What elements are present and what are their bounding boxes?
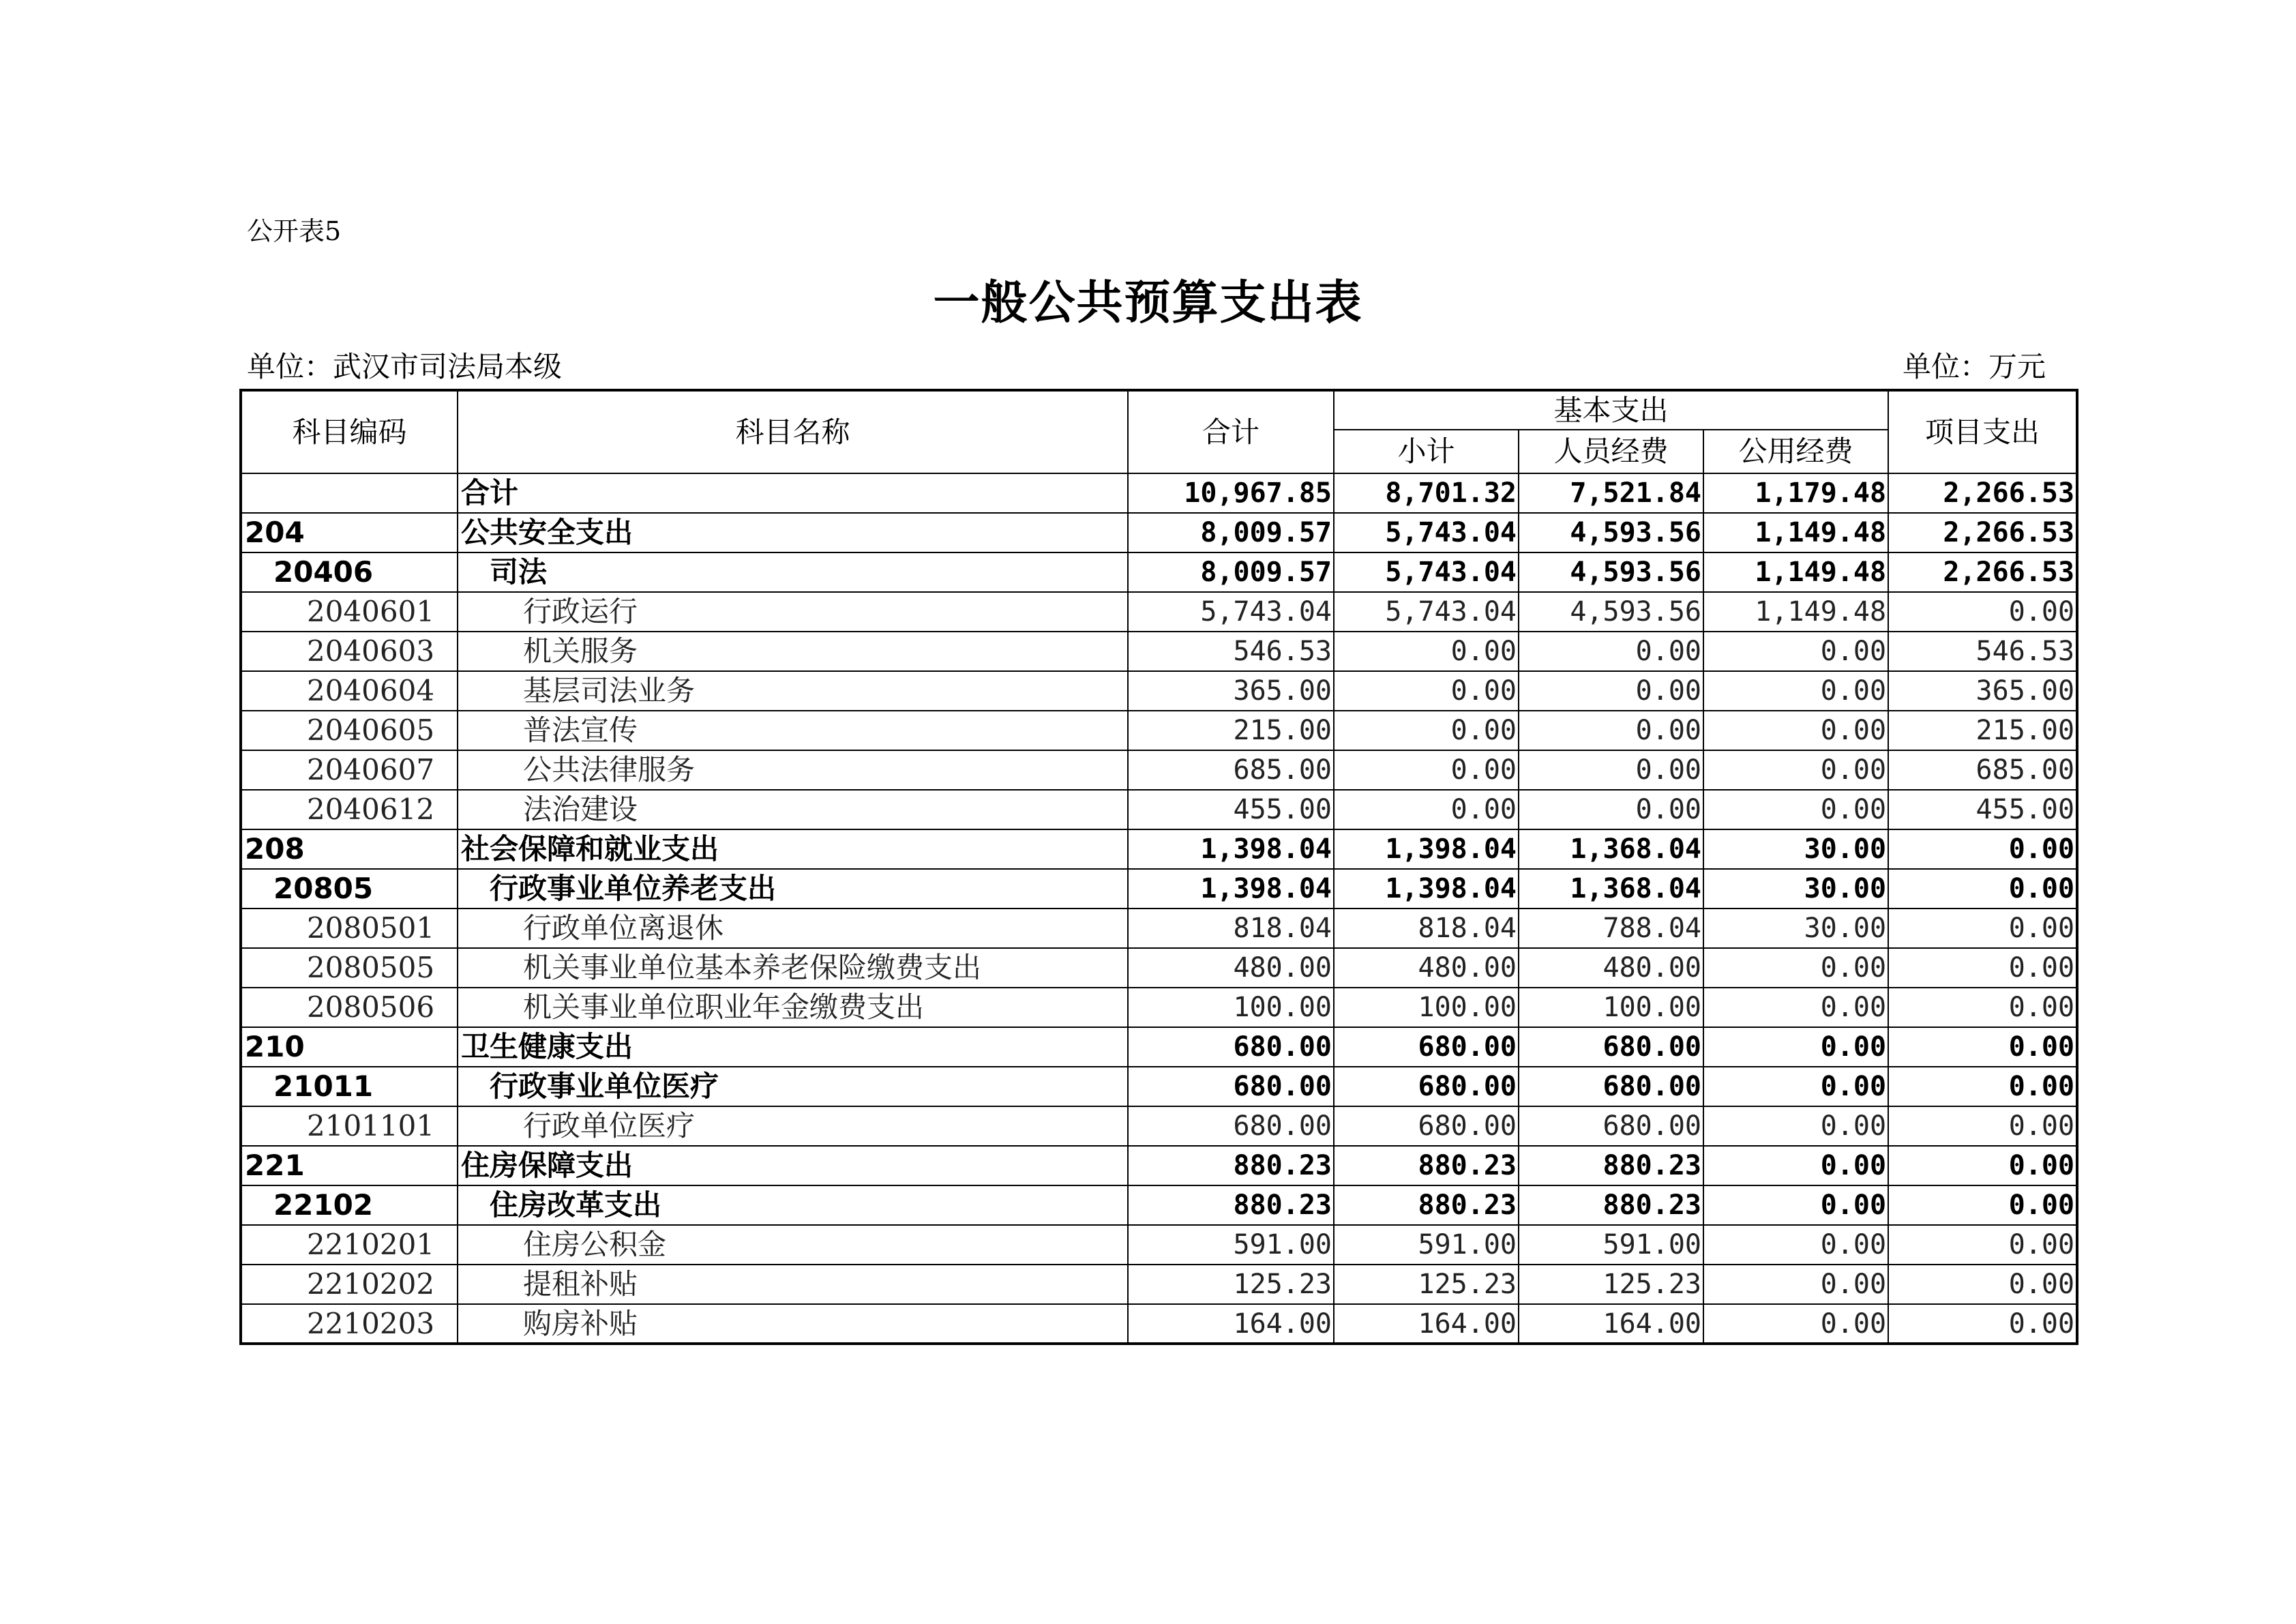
cell-subtotal: 5,743.04	[1334, 513, 1519, 552]
cell-code: 2101101	[241, 1106, 458, 1146]
cell-subtotal: 8,701.32	[1334, 473, 1519, 513]
header-name: 科目名称	[458, 390, 1128, 473]
cell-project: 0.00	[1888, 869, 2077, 909]
cell-name: 住房保障支出	[458, 1146, 1128, 1185]
cell-subtotal: 5,743.04	[1334, 552, 1519, 592]
cell-project: 0.00	[1888, 592, 2077, 632]
cell-project: 455.00	[1888, 790, 2077, 829]
table-row	[241, 711, 2077, 750]
cell-subtotal: 1,398.04	[1334, 869, 1519, 909]
cell-subtotal: 680.00	[1334, 1027, 1519, 1067]
cell-total: 215.00	[1128, 711, 1334, 750]
cell-public: 0.00	[1703, 1027, 1888, 1067]
cell-name: 司法	[458, 552, 1128, 592]
cell-public: 0.00	[1703, 671, 1888, 711]
cell-personnel: 0.00	[1519, 671, 1703, 711]
cell-project: 2,266.53	[1888, 473, 2077, 513]
cell-public: 0.00	[1703, 988, 1888, 1027]
cell-code: 221	[241, 1146, 458, 1185]
cell-project: 0.00	[1888, 1225, 2077, 1265]
cell-code: 2040601	[241, 592, 458, 632]
cell-personnel: 0.00	[1519, 711, 1703, 750]
header-basic: 基本支出	[1334, 390, 1888, 430]
table-row	[241, 988, 2077, 1027]
cell-total: 1,398.04	[1128, 869, 1334, 909]
cell-name: 社会保障和就业支出	[458, 829, 1128, 869]
cell-personnel: 680.00	[1519, 1106, 1703, 1146]
cell-total: 8,009.57	[1128, 552, 1334, 592]
cell-public: 1,179.48	[1703, 473, 1888, 513]
cell-personnel: 680.00	[1519, 1067, 1703, 1106]
cell-total: 100.00	[1128, 988, 1334, 1027]
cell-personnel: 788.04	[1519, 909, 1703, 948]
cell-subtotal: 818.04	[1334, 909, 1519, 948]
cell-name: 行政单位医疗	[458, 1106, 1128, 1146]
cell-total: 880.23	[1128, 1185, 1334, 1225]
cell-total: 10,967.85	[1128, 473, 1334, 513]
cell-personnel: 125.23	[1519, 1265, 1703, 1304]
cell-personnel: 480.00	[1519, 948, 1703, 988]
cell-project: 0.00	[1888, 988, 2077, 1027]
cell-code: 2080501	[241, 909, 458, 948]
cell-public: 0.00	[1703, 948, 1888, 988]
cell-name: 基层司法业务	[458, 671, 1128, 711]
cell-project: 2,266.53	[1888, 513, 2077, 552]
cell-personnel: 880.23	[1519, 1185, 1703, 1225]
cell-subtotal: 591.00	[1334, 1225, 1519, 1265]
table-row	[241, 671, 2077, 711]
cell-total: 164.00	[1128, 1304, 1334, 1344]
cell-total: 365.00	[1128, 671, 1334, 711]
cell-code: 2210202	[241, 1265, 458, 1304]
cell-public: 1,149.48	[1703, 552, 1888, 592]
table-row	[241, 1225, 2077, 1265]
cell-public: 0.00	[1703, 790, 1888, 829]
cell-public: 0.00	[1703, 1304, 1888, 1344]
cell-code: 20406	[241, 552, 458, 592]
cell-public: 0.00	[1703, 632, 1888, 671]
cell-total: 1,398.04	[1128, 829, 1334, 869]
cell-total: 680.00	[1128, 1067, 1334, 1106]
cell-project: 0.00	[1888, 1067, 2077, 1106]
cell-personnel: 0.00	[1519, 632, 1703, 671]
cell-code: 2210201	[241, 1225, 458, 1265]
cell-code: 22102	[241, 1185, 458, 1225]
cell-project: 0.00	[1888, 948, 2077, 988]
cell-personnel: 591.00	[1519, 1225, 1703, 1265]
cell-subtotal: 680.00	[1334, 1067, 1519, 1106]
cell-personnel: 164.00	[1519, 1304, 1703, 1344]
cell-subtotal: 880.23	[1334, 1146, 1519, 1185]
cell-subtotal: 0.00	[1334, 711, 1519, 750]
table-row	[241, 1146, 2077, 1185]
cell-public: 1,149.48	[1703, 592, 1888, 632]
cell-public: 0.00	[1703, 1185, 1888, 1225]
cell-subtotal: 1,398.04	[1334, 829, 1519, 869]
cell-total: 125.23	[1128, 1265, 1334, 1304]
cell-name: 购房补贴	[458, 1304, 1128, 1344]
cell-code: 204	[241, 513, 458, 552]
cell-name: 卫生健康支出	[458, 1027, 1128, 1067]
unit-currency: 单位：万元	[1902, 350, 2046, 383]
cell-project: 215.00	[1888, 711, 2077, 750]
cell-personnel: 880.23	[1519, 1146, 1703, 1185]
header-project: 项目支出	[1888, 390, 2077, 473]
cell-code: 2080505	[241, 948, 458, 988]
cell-public: 30.00	[1703, 869, 1888, 909]
document-title: 一般公共预算支出表	[933, 276, 1363, 330]
cell-total: 5,743.04	[1128, 592, 1334, 632]
cell-name: 法治建设	[458, 790, 1128, 829]
cell-subtotal: 0.00	[1334, 671, 1519, 711]
cell-code: 21011	[241, 1067, 458, 1106]
cell-personnel: 1,368.04	[1519, 829, 1703, 869]
table-row	[241, 592, 2077, 632]
cell-code: 20805	[241, 869, 458, 909]
table-row	[241, 829, 2077, 869]
cell-project: 0.00	[1888, 1106, 2077, 1146]
cell-total: 680.00	[1128, 1106, 1334, 1146]
cell-public: 0.00	[1703, 1265, 1888, 1304]
cell-project: 546.53	[1888, 632, 2077, 671]
cell-name: 住房改革支出	[458, 1185, 1128, 1225]
cell-project: 365.00	[1888, 671, 2077, 711]
cell-personnel: 7,521.84	[1519, 473, 1703, 513]
cell-subtotal: 125.23	[1334, 1265, 1519, 1304]
cell-subtotal: 680.00	[1334, 1106, 1519, 1146]
cell-code: 210	[241, 1027, 458, 1067]
cell-subtotal: 0.00	[1334, 750, 1519, 790]
cell-personnel: 680.00	[1519, 1027, 1703, 1067]
cell-project: 2,266.53	[1888, 552, 2077, 592]
cell-public: 1,149.48	[1703, 513, 1888, 552]
budget-table	[239, 389, 2078, 1345]
cell-personnel: 4,593.56	[1519, 552, 1703, 592]
cell-public: 0.00	[1703, 1146, 1888, 1185]
table-row	[241, 513, 2077, 552]
cell-subtotal: 5,743.04	[1334, 592, 1519, 632]
table-row	[241, 552, 2077, 592]
table-row	[241, 1106, 2077, 1146]
cell-name: 行政事业单位医疗	[458, 1067, 1128, 1106]
cell-total: 818.04	[1128, 909, 1334, 948]
cell-name: 公共安全支出	[458, 513, 1128, 552]
table-row	[241, 948, 2077, 988]
table-row	[241, 1185, 2077, 1225]
header-code: 科目编码	[241, 390, 458, 473]
cell-name: 提租补贴	[458, 1265, 1128, 1304]
cell-project: 0.00	[1888, 1185, 2077, 1225]
unit-organization: 单位：武汉市司法局本级	[247, 350, 563, 383]
cell-project: 0.00	[1888, 909, 2077, 948]
cell-name: 合计	[458, 473, 1128, 513]
header-public: 公用经费	[1703, 430, 1888, 473]
cell-project: 685.00	[1888, 750, 2077, 790]
cell-project: 0.00	[1888, 1304, 2077, 1344]
cell-public: 30.00	[1703, 909, 1888, 948]
cell-code: 2040612	[241, 790, 458, 829]
budget-table-body	[241, 473, 2077, 1344]
cell-project: 0.00	[1888, 1027, 2077, 1067]
table-row	[241, 1265, 2077, 1304]
cell-code: 2040605	[241, 711, 458, 750]
table-row	[241, 750, 2077, 790]
table-row	[241, 869, 2077, 909]
table-row	[241, 909, 2077, 948]
cell-public: 0.00	[1703, 750, 1888, 790]
cell-code: 208	[241, 829, 458, 869]
cell-code: 2210203	[241, 1304, 458, 1344]
cell-project: 0.00	[1888, 829, 2077, 869]
cell-public: 0.00	[1703, 1067, 1888, 1106]
cell-personnel: 0.00	[1519, 750, 1703, 790]
cell-total: 455.00	[1128, 790, 1334, 829]
cell-code: 2040607	[241, 750, 458, 790]
cell-name: 机关服务	[458, 632, 1128, 671]
cell-personnel: 4,593.56	[1519, 592, 1703, 632]
cell-public: 0.00	[1703, 1225, 1888, 1265]
cell-project: 0.00	[1888, 1265, 2077, 1304]
cell-name: 行政运行	[458, 592, 1128, 632]
cell-name: 行政事业单位养老支出	[458, 869, 1128, 909]
cell-total: 680.00	[1128, 1027, 1334, 1067]
cell-personnel: 0.00	[1519, 790, 1703, 829]
table-row	[241, 632, 2077, 671]
cell-code: 2040603	[241, 632, 458, 671]
cell-total: 546.53	[1128, 632, 1334, 671]
header-personnel: 人员经费	[1519, 430, 1703, 473]
cell-public: 0.00	[1703, 1106, 1888, 1146]
table-row	[241, 1067, 2077, 1106]
cell-code	[241, 473, 458, 513]
cell-subtotal: 480.00	[1334, 948, 1519, 988]
cell-personnel: 4,593.56	[1519, 513, 1703, 552]
cell-subtotal: 0.00	[1334, 790, 1519, 829]
cell-total: 880.23	[1128, 1146, 1334, 1185]
cell-name: 普法宣传	[458, 711, 1128, 750]
header-total: 合计	[1128, 390, 1334, 473]
table-row	[241, 473, 2077, 513]
cell-total: 8,009.57	[1128, 513, 1334, 552]
cell-public: 0.00	[1703, 711, 1888, 750]
cell-total: 685.00	[1128, 750, 1334, 790]
cell-name: 机关事业单位职业年金缴费支出	[458, 988, 1128, 1027]
cell-subtotal: 164.00	[1334, 1304, 1519, 1344]
table-row	[241, 1304, 2077, 1344]
cell-code: 2080506	[241, 988, 458, 1027]
cell-personnel: 100.00	[1519, 988, 1703, 1027]
cell-subtotal: 100.00	[1334, 988, 1519, 1027]
table-row	[241, 790, 2077, 829]
cell-public: 30.00	[1703, 829, 1888, 869]
table-label: 公开表5	[247, 216, 342, 246]
table-row	[241, 1027, 2077, 1067]
cell-personnel: 1,368.04	[1519, 869, 1703, 909]
cell-subtotal: 880.23	[1334, 1185, 1519, 1225]
cell-project: 0.00	[1888, 1146, 2077, 1185]
cell-name: 住房公积金	[458, 1225, 1128, 1265]
cell-name: 行政单位离退休	[458, 909, 1128, 948]
cell-name: 机关事业单位基本养老保险缴费支出	[458, 948, 1128, 988]
cell-total: 591.00	[1128, 1225, 1334, 1265]
cell-code: 2040604	[241, 671, 458, 711]
header-subtotal: 小计	[1334, 430, 1519, 473]
cell-total: 480.00	[1128, 948, 1334, 988]
cell-name: 公共法律服务	[458, 750, 1128, 790]
cell-subtotal: 0.00	[1334, 632, 1519, 671]
